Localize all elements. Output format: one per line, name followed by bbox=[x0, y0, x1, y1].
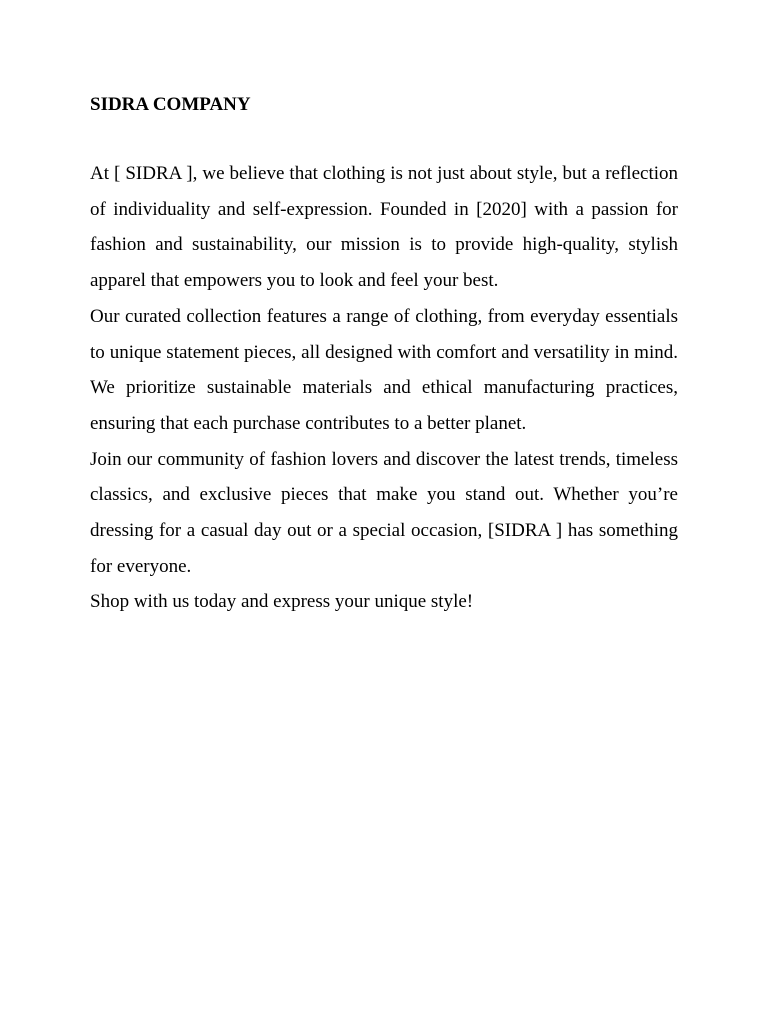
paragraph-closing: Shop with us today and express your unique style! bbox=[90, 591, 474, 613]
document-title: SIDRA COMPANY bbox=[90, 94, 251, 115]
document-body bbox=[90, 92, 678, 620]
title-spacer bbox=[90, 118, 678, 156]
paragraph-collection: Our curated collection features a range of clothing, from everyday essentials to unique statement pieces, all designed with comfort and versatility in mind. We prioritize sustainable materials and ethical manufacturing practices, ensuring that each purchase contributes to a better planet. bbox=[90, 305, 678, 434]
paragraph-intro: At [ SIDRA ], we believe that clothing is not just about style, but a reflection of individuality and self-expression. Founded in [2020] with a passion for fashion and sustainability, our mission is to provide high-quality, stylish apparel that empowers you to look and feel your best. bbox=[90, 163, 678, 292]
paragraph-community: Join our community of fashion lovers and discover the latest trends, timeless classics, and exclusive pieces that make you stand out. Whether you’re dressing for a casual day out or a special occasion, [SIDRA ] has something for everyone. bbox=[90, 448, 678, 577]
